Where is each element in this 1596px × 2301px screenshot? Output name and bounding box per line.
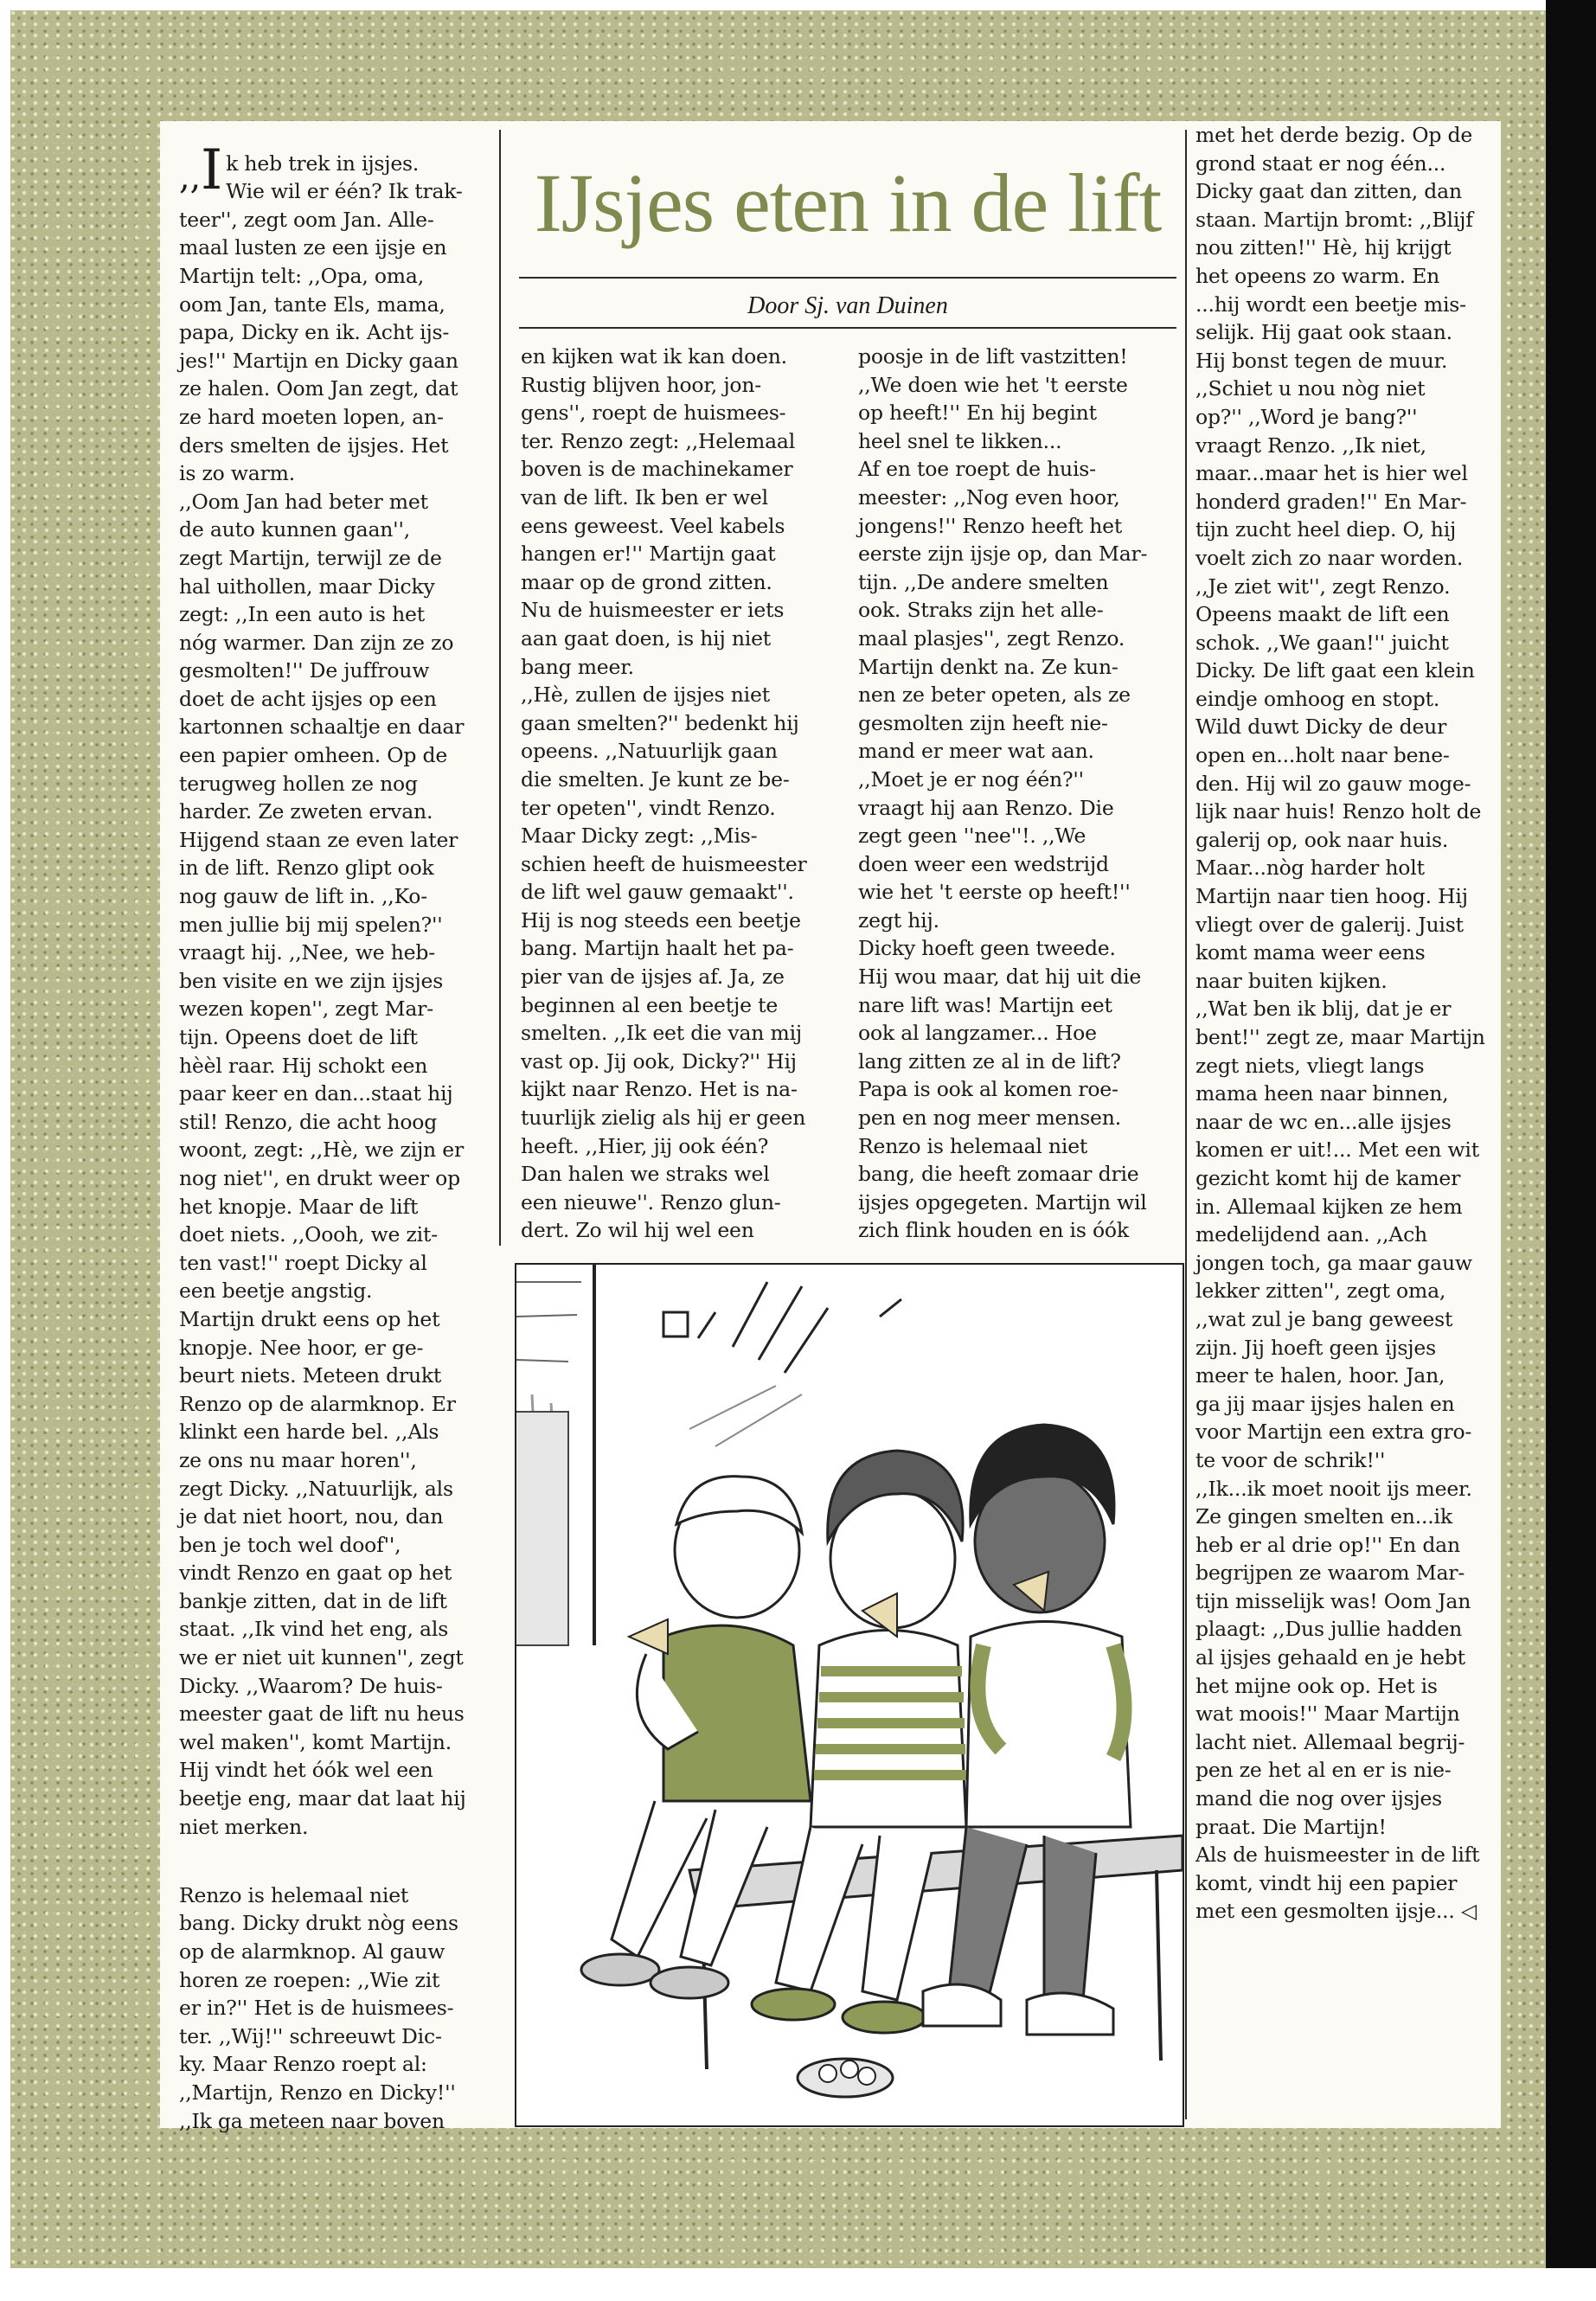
column-divider xyxy=(499,130,501,1246)
column-divider-right xyxy=(1185,130,1187,2119)
scan-edge xyxy=(1546,0,1596,2301)
article-title: IJsjes eten in de lift xyxy=(534,157,1162,249)
column-1-continuation: Renzo is helemaal niet bang. Dicky drukt nòg eens op de alarmknop. Al gauw horen ze roepen: ,,Wie zit er in?'' Het is de huismees- ter. ,,Wij!'' schreeuwt Dic- ky. Maar Renzo roept al: ,,Martijn, Renzo en Dicky!'' ,,Ik ga meteen naar boven xyxy=(179,1882,458,2133)
drop-cap xyxy=(179,138,223,202)
article-panel xyxy=(160,121,1501,2133)
text-column-2: en kijken wat ik kan doen. Rustig blijven hoor, jon- gens'', roept de huismees- ter. Renzo zegt: ,,Helemaal boven is de machinekamer van de lift. Ik ben er wel eens geweest. Veel kabels hangen er!'' Martijn gaat maar op de grond zitten. Nu de huismeester er iets aan gaat doen, is hij niet bang meer. ,,Hè, zullen de ijsjes niet gaan smelten?'' bedenkt hij opeens. ,,Natuurlijk gaan die smelten. Je kunt ze be- ter opeten'', vindt Renzo. Maar Dicky zegt: ,,Mis- schien heeft de huismeester de lift wel gauw gemaakt''. Hij is nog steeds een beetje bang. Martijn haalt het pa- pier van de ijsjes af. Ja, ze beginnen al een beetje te smelten. ,,Ik eet die van mij vast op. Jij ook, Dicky?'' Hij kijkt naar Renzo. Het is na- tuurlijk zielig als hij er geen heeft. ,,Hier, jij ook één? Dan halen we straks wel een nieuwe''. Renzo glun- dert. Zo wil hij wel een xyxy=(521,344,807,1243)
drop-cap-quote: ,, xyxy=(179,157,202,197)
title-rule-top xyxy=(519,277,1176,279)
column-4-text: met het derde bezig. Op de grond staat er nog één... Dicky gaat dan zitten, dan staan. Martijn bromt: ,,Blijf nou zitten!'' Hè, hij krijgt het opeens zo warm. En ...hij wordt een beetje mis- selijk. Hij gaat ook staan. Hij bonst tegen de muur. ,,Schiet u nou nòg niet op?'' ,,Word je bang?'' vraagt Renzo. ,,Ik niet, maar...maar het is hier wel honderd graden!'' En Mar- tijn zucht heel diep. O, hij voelt zich zo naar worden. ,,Je ziet wit'', zegt Renzo. Opeens maakt de lift een schok. ,,We gaan!'' juicht Dicky. De lift gaat een klein eindje omhoog en stopt. Wild duwt Dicky de deur open en...holt naar bene- den. Hij wil zo gauw moge- lijk naar huis! Renzo holt de galerij op, ook naar huis. Maar...nòg harder holt Martijn naar tien hoog. Hij vliegt over de galerij. Juist komt mama weer eens naar buiten kijken. ,,Wat ben ik blij, dat je er bent!'' zegt ze, maar Martijn zegt niets, vliegt langs mama heen naar binnen, naar de wc en...alle ijsjes komen er uit!... Met een wit gezicht komt hij de kamer in. Allemaal kijken ze hem medelijdend aan. ,,Ach jongen toch, ga maar gauw lekker zitten'', zegt oma, ,,wat zul je bang geweest zijn. Jij hoeft geen ijsjes meer te halen, hoor. Jan, ga jij maar ijsjes halen en voor Martijn een extra gro- te voor de schrik!'' ,,Ik...ik moet nooit ijs meer. Ze gingen smelten en...ik heb er al drie op!'' En dan begrijpen ze waarom Mar- tijn misselijk was! Oom Jan plaagt: ,,Dus jullie hadden al ijsjes gehaald en je hebt het mijne ook op. Het is wat moois!'' Maar Martijn lacht niet. Allemaal begrij- pen ze het al en er is nie- mand die nog over ijsjes praat. Die Martijn! Als de huismeester in de lift komt, vindt hij een papier met een gesmolten ijsje... xyxy=(1195,123,1485,1924)
text-column-3: poosje in de lift vastzitten! ,,We doen wie het 't eerste op heeft!'' En hij begint heel snel te likken... Af en toe roept de huis- meester: ,,Nog even hoor, jongens!'' Renzo heeft het eerste zijn ijsje op, dan Mar- tijn. ,,De andere smelten ook. Straks zijn het alle- maal plasjes'', zegt Renzo. Martijn denkt na. Ze kun- nen ze beter opeten, als ze gesmolten zijn heeft nie- mand er meer wat aan. ,,Moet je er nog één?'' vraagt hij aan Renzo. Die zegt geen ''nee''!. ,,We doen weer een wedstrijd wie het 't eerste op heeft!'' zegt hij. Dicky hoeft geen tweede. Hij wou maar, dat hij uit die nare lift was! Martijn eet ook al langzamer... Hoe lang zitten ze al in de lift? Papa is ook al komen roe- pen en nog meer mensen. Renzo is helemaal niet bang, die heeft zomaar drie ijsjes opgegeten. Martijn wil zich flink houden en is óók xyxy=(858,344,1148,1243)
three-boys-eating-ice-cream-illustration xyxy=(515,1263,1184,2127)
drop-cap-letter: I xyxy=(201,138,223,202)
end-mark-icon: ◁ xyxy=(1461,1899,1477,1924)
title-rule-bottom xyxy=(519,327,1176,329)
illustration-drawing xyxy=(516,1265,1183,2125)
text-column-4 xyxy=(1195,121,1498,1926)
page-margin xyxy=(0,2268,1596,2301)
article-byline: Door Sj. van Duinen xyxy=(747,292,948,319)
text-column-1 xyxy=(179,121,482,2163)
column-1-text: k heb trek in ijsjes. Wie wil er één? Ik trak- teer'', zegt oom Jan. Alle- maal lusten ze een ijsje en Martijn telt: ,,Opa, oma, oom Jan, tante Els, mama, papa, Dicky en ik. Acht ijs- jes!'' Martijn en Dicky gaan ze halen. Oom Jan zegt, dat ze hard moeten lopen, an- ders smelten de ijsjes. Het is zo warm. ,,Oom Jan had beter met de auto kunnen gaan'', zegt Martijn, terwijl ze de hal uithollen, maar Dicky zegt: ,,In een auto is het nóg warmer. Dan zijn ze zo gesmolten!'' De juffrouw doet de acht ijsjes op een kartonnen schaaltje en daar een papier omheen. Op de terugweg hollen ze nog harder. Ze zweten ervan. Hijgend staan ze even later in de lift. Renzo glipt ook nog gauw de lift in. ,,Ko- men jullie bij mij spelen?'' vraagt hij. ,,Nee, we heb- ben visite en we zijn ijsjes wezen kopen'', zegt Mar- tijn. Opeens doet de lift hèèl raar. Hij schokt een paar keer en dan...staat hij stil! Renzo, die acht hoog woont, zegt: ,,Hè, we zijn er nog niet'', en drukt weer op het knopje. Maar de lift doet niets. ,,Oooh, we zit- ten vast!'' roept Dicky al een beetje angstig. Martijn drukt eens op het knopje. Nee hoor, er ge- beurt niets. Meteen drukt Renzo op de alarmknop. Er klinkt een harde bel. ,,Als ze ons nu maar horen'', zegt Dicky. ,,Natuurlijk, als je dat niet hoort, nou, dan ben je toch wel doof'', vindt Renzo en gaat op het bankje zitten, dat in de lift staat. ,,Ik vind het eng, als we er niet uit kunnen'', zegt Dicky. ,,Waarom? De huis- meester gaat de lift nu heus wel maken'', komt Martijn. Hij vindt het óók wel een beetje eng, maar dat laat hij niet merken. xyxy=(179,151,466,1839)
